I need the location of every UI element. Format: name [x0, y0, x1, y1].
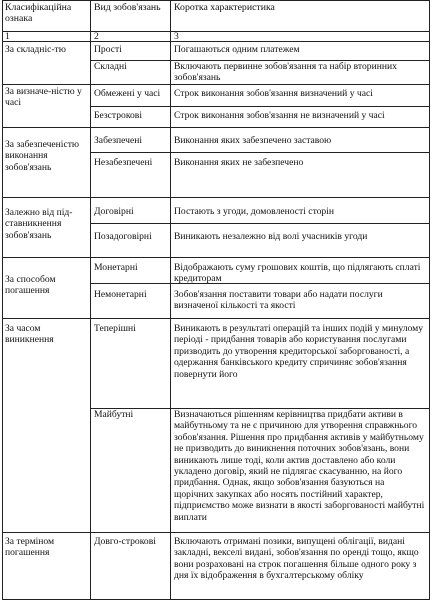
column-number: 3	[174, 31, 179, 42]
classification-feature: За способом погашення	[5, 274, 56, 297]
row-divider	[2, 532, 429, 533]
obligation-description: Строк виконання зобов'язання не визначений у часі	[174, 110, 385, 121]
obligation-type: Обмежені у часі	[94, 88, 161, 99]
row-divider	[2, 318, 429, 319]
row-divider	[2, 84, 429, 85]
classification-feature: За часом виникнення	[5, 323, 54, 346]
table-border-left	[2, 0, 3, 600]
header-short-description: Коротка характеристика	[174, 2, 275, 13]
obligation-type: Прості	[94, 44, 122, 55]
obligation-type: Майбутні	[94, 409, 134, 420]
obligation-description: Визначаються рішенням керівництва придбати активи в майбутньому та не є причиною для утворення справжнього зобов'язання. Рішення про придбання активів у майбутньому не призводить до виникнення поточних зобов'язань, вони виникають лише тоді, коли актив доставлено або коли укладено договір, який не підлягає скасуванню, на його придбання. Однак, якщо зобов'язання базуються на щорічних закупках або носять постійний характер, підприємство може визнати в якості заборгованості майбутні виплати	[174, 409, 425, 523]
row-divider	[2, 197, 429, 198]
subrow-divider	[90, 152, 429, 153]
table-border-right	[429, 0, 430, 600]
obligation-description: Включають отримані позики, випущені облігації, видані закладні, векселі видані, зобов'язання по оренді тощо, якщо вони розраховані на строк погашення більше одного року з дня їх відображення в бухгалтерському обліку	[174, 536, 419, 582]
column-number: 1	[5, 31, 10, 42]
obligation-type: Складні	[94, 61, 127, 72]
obligation-type: Позадоговірні	[94, 231, 152, 242]
column-divider-2	[170, 0, 171, 600]
obligation-type: Монетарні	[94, 262, 138, 273]
row-divider	[2, 127, 429, 128]
column-divider-1	[90, 0, 91, 600]
header-obligation-type: Вид зобов'язань	[94, 2, 161, 13]
obligation-description: Погашаються одним платежем	[174, 44, 300, 55]
column-number: 2	[94, 31, 99, 42]
classification-feature: Залежно від під-ставникнення зобов'язань	[5, 207, 73, 241]
classification-feature: За визначе-ністю у часі	[5, 86, 82, 109]
table-border-top	[2, 0, 429, 1]
obligation-type: Немонетарні	[94, 289, 147, 300]
obligation-description: Зобов'язання поставити товари або надати послуги визначеної кількості та якості	[174, 289, 383, 312]
obligation-description: Включають первинне зобов'язання та набір вторинних зобов'язань	[174, 61, 397, 84]
row-divider	[2, 257, 429, 258]
subrow-divider	[90, 106, 429, 107]
obligation-type: Незабезпечені	[94, 157, 153, 168]
obligation-type: Теперішні	[94, 323, 136, 334]
obligation-description: Виконання яких забезпечено заставою	[174, 135, 332, 146]
obligation-type: Безстрокові	[94, 110, 143, 121]
obligation-description: Строк виконання зобов'язання визначений у часі	[174, 88, 373, 99]
classification-table	[2, 0, 429, 600]
obligation-description: Виконання яких не забезпечено	[174, 157, 304, 168]
subrow-divider	[90, 223, 429, 224]
classification-feature: За складніс-тю	[5, 44, 66, 55]
obligation-type: Забезпечені	[94, 135, 143, 146]
classification-feature: За терміном погашення	[5, 536, 55, 559]
obligation-description: Виникають незалежно від волі учасників угоди	[174, 231, 368, 242]
obligation-description: Відображають суму грошових коштів, що підлягають сплаті кредиторам	[174, 262, 421, 285]
obligation-type: Довго-строкові	[94, 536, 156, 547]
header-classification-feature: Класифікаційна ознака	[5, 2, 72, 25]
obligation-type: Договірні	[94, 206, 134, 217]
obligation-description: Виникають в результаті операцій та інших подій у минулому періоді - придбання товарів або користування послугами призводить до утворення кредиторської заборгованості, а одержання банківського кредиту спричиняє зобов'язання повернути його	[174, 323, 423, 380]
obligation-description: Постають з угоди, домовленості сторін	[174, 206, 335, 217]
classification-feature: За забезпеченістю виконання зобов'язань	[5, 139, 80, 173]
